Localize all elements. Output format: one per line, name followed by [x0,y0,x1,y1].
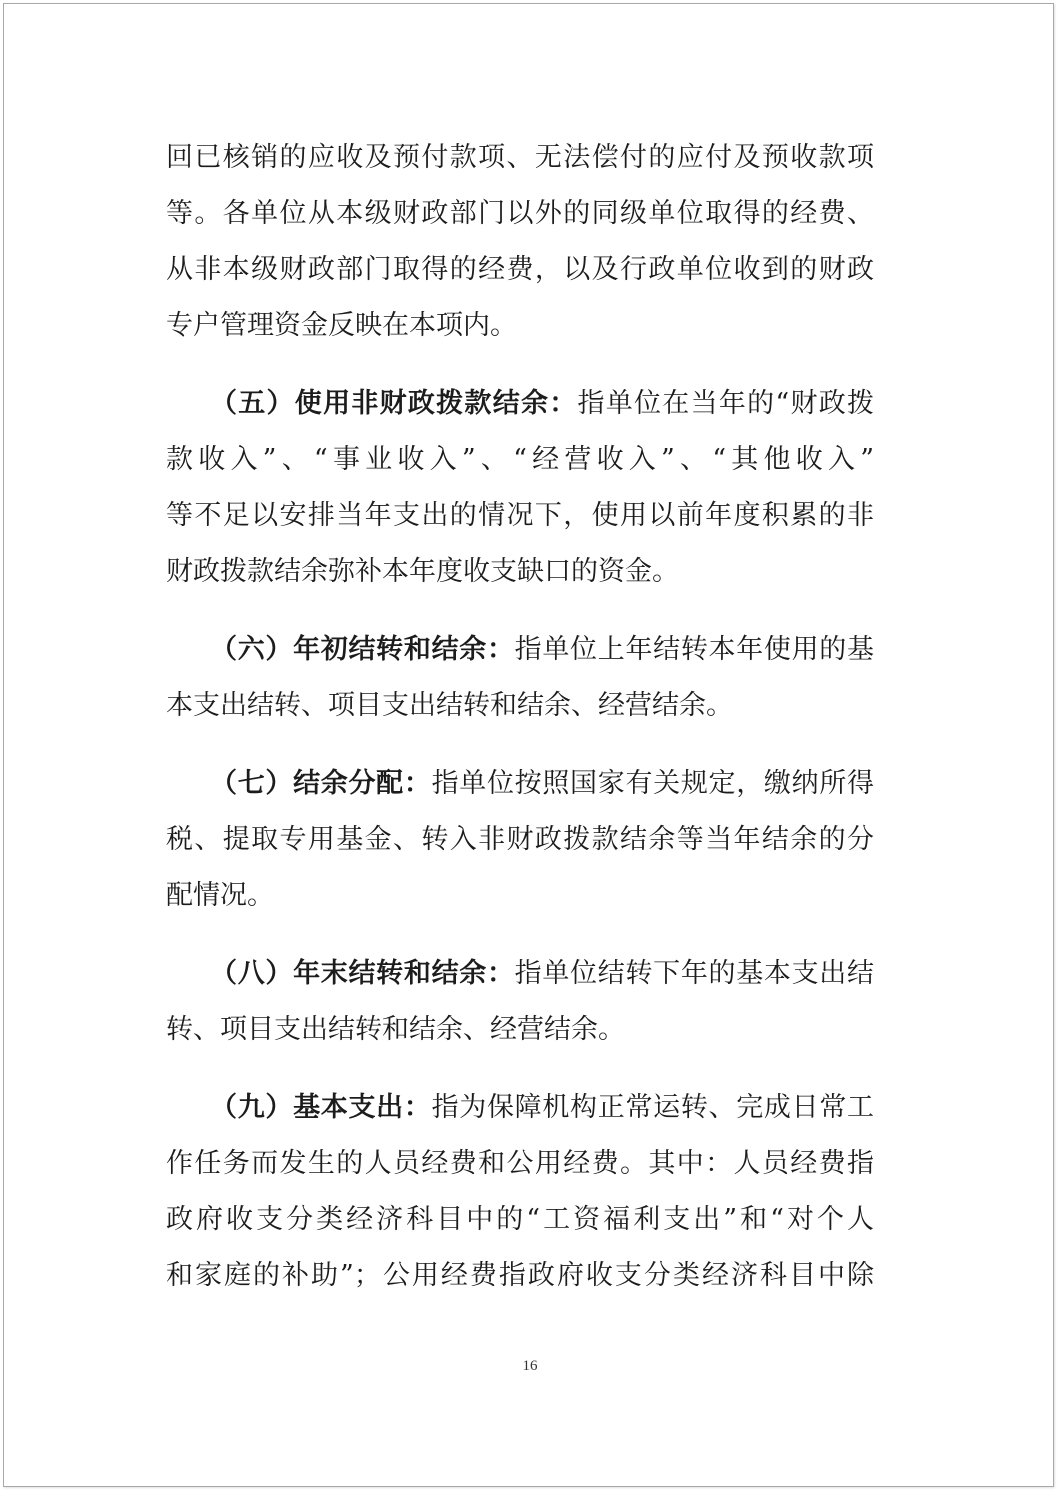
item-heading: （七）结余分配： [210,768,432,799]
text-line: 和家庭的补助”；公用经费指政府收支分类经济科目中除 [166,1260,874,1291]
item-text: 指单位按照国家有关规定，缴纳所得 [431,768,875,799]
text-line-first [166,756,874,812]
paragraph-continuation [166,130,874,354]
document-body [166,130,874,1326]
text-line: 本支出结转、项目支出结转和结余、经营结余。 [166,690,733,721]
paragraph-item-8 [166,946,874,1058]
text-line: 税、提取专用基金、转入非财政拨款结余等当年结余的分 [166,824,874,855]
text-line: 专户管理资金反映在本项内。 [166,310,517,341]
text-line-first [166,622,874,678]
text-line: 作任务而发生的人员经费和公用经费。其中：人员经费指 [166,1148,874,1179]
paragraph-item-9 [166,1080,874,1304]
text-line-first [166,946,874,1002]
item-heading: （六）年初结转和结余： [210,634,515,665]
text-line: 配情况。 [166,880,274,911]
item-text: 指为保障机构正常运转、完成日常工 [431,1092,875,1123]
text-line: 款收入”、“事业收入”、“经营收入”、“其他收入” [166,444,874,475]
paragraph-item-5 [166,376,874,600]
text-line: 等。各单位从本级财政部门以外的同级单位取得的经费、 [166,198,874,229]
item-heading: （八）年末结转和结余： [210,958,515,989]
item-heading: （九）基本支出： [210,1092,432,1123]
page-number: 16 [522,1358,538,1374]
text-line-first [166,376,874,432]
paragraph-item-6 [166,622,874,734]
text-line: 从非本级财政部门取得的经费，以及行政单位收到的财政 [166,254,874,285]
text-line: 回已核销的应收及预付款项、无法偿付的应付及预收款项 [166,142,874,173]
text-line: 财政拨款结余弥补本年度收支缺口的资金。 [166,556,679,587]
text-line-first [166,1080,874,1136]
text-line: 等不足以安排当年支出的情况下，使用以前年度积累的非 [166,500,874,531]
text-line: 转、项目支出结转和结余、经营结余。 [166,1014,625,1045]
text-line: 政府收支分类经济科目中的“工资福利支出”和“对个人 [166,1204,874,1235]
item-heading: （五）使用非财政拨款结余： [210,388,578,419]
item-text: 指单位结转下年的基本支出结 [514,958,875,989]
item-text: 指单位上年结转本年使用的基 [514,634,875,665]
item-text: 指单位在当年的“财政拨 [577,388,874,419]
paragraph-item-7 [166,756,874,924]
